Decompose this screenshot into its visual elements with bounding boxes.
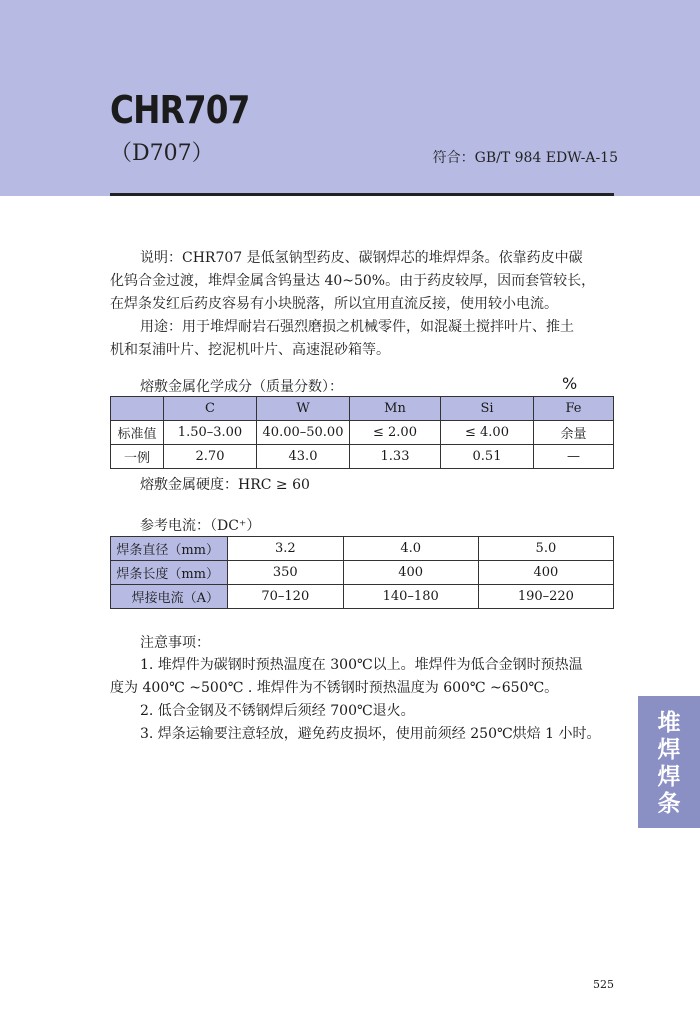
hardness-text: 熔敷金属硬度：HRC ≥ 60 [140, 477, 310, 493]
description-line: 在焊条发红后药皮容易有小块脱落，所以宜用直流反接，使用较小电流。 [110, 296, 558, 312]
chemistry-title-text: 熔敷金属化学成分 [140, 379, 252, 395]
table-header-row [111, 397, 614, 421]
table-cell: 余量 [534, 421, 614, 445]
usage-line: 用于堆焊耐岩石强烈磨损之机械零件，如混凝土搅拌叶片、推土 [182, 319, 574, 335]
table-cell: 190–220 [478, 585, 613, 609]
usage-label: 用途： [140, 319, 182, 335]
chemistry-table [110, 396, 614, 469]
table-cell: 400 [478, 561, 613, 585]
usage-paragraph [110, 316, 614, 362]
product-name: CHR707 [110, 88, 250, 132]
table-cell: 400 [343, 561, 478, 585]
table-cell: ≤ 2.00 [350, 421, 441, 445]
table-cell: 2.70 [164, 445, 257, 469]
current-subtitle: （DC⁺） [210, 518, 261, 534]
table-cell: 0.51 [441, 445, 534, 469]
table-cell: 3.2 [228, 537, 344, 561]
section-side-tab [638, 696, 700, 828]
header-cell: C [164, 397, 257, 421]
row-header: 焊接电流（A） [111, 585, 228, 609]
table-cell: — [534, 445, 614, 469]
usage-line: 机和泵浦叶片、挖泥机叶片、高速混砂箱等。 [110, 342, 390, 358]
table-cell: 标准值 [111, 421, 164, 445]
side-tab-char: 焊 [657, 764, 681, 790]
side-tab-char: 焊 [657, 737, 681, 763]
table-row [111, 537, 614, 561]
table-cell: 43.0 [257, 445, 350, 469]
table-row [111, 445, 614, 469]
table-row [111, 585, 614, 609]
table-row [111, 421, 614, 445]
description-paragraph [110, 247, 614, 316]
header-cell: Si [441, 397, 534, 421]
header-cell [111, 397, 164, 421]
notes-title: 注意事项： [140, 635, 210, 651]
table-cell: 350 [228, 561, 344, 585]
row-header: 焊条长度（mm） [111, 561, 228, 585]
description-label: 说明： [140, 250, 182, 266]
header-cell: Mn [350, 397, 441, 421]
description-line: 化钨合金过渡，堆焊金属含钨量达 40~50%。由于药皮较厚，因而套管较长， [110, 273, 596, 289]
table-cell: ≤ 4.00 [441, 421, 534, 445]
side-tab-char: 堆 [657, 710, 681, 736]
side-tab-char: 条 [657, 791, 681, 817]
notes-list [110, 654, 614, 746]
table-cell: 1.50–3.00 [164, 421, 257, 445]
row-header: 焊条直径（mm） [111, 537, 228, 561]
note-line: 3. 焊条运输要注意轻放，避免药皮损坏，使用前须经 250℃烘焙 1 小时。 [140, 726, 601, 742]
table-cell: 1.33 [350, 445, 441, 469]
current-table [110, 536, 614, 609]
note-line: 度为 400℃ ~500℃ . 堆焊件为不锈钢时预热温度为 600℃ ~650℃。 [110, 680, 559, 696]
current-title [140, 515, 260, 535]
note-line: 1. 堆焊件为碳钢时预热温度在 300℃以上。堆焊件为低合金钢时预热温 [140, 657, 583, 673]
current-title-text: 参考电流： [140, 518, 210, 534]
standard-compliance: 符合：GB/T 984 EDW-A-15 [432, 150, 618, 166]
table-cell: 140–180 [343, 585, 478, 609]
alt-code: （D707） [110, 141, 214, 166]
table-cell: 40.00–50.00 [257, 421, 350, 445]
header-cell: W [257, 397, 350, 421]
table-cell: 一例 [111, 445, 164, 469]
header-cell: Fe [534, 397, 614, 421]
description-line: CHR707 是低氢钠型药皮、碳钢焊芯的堆焊焊条。依靠药皮中碳 [182, 250, 583, 266]
chemistry-unit: % [562, 374, 578, 393]
table-cell: 70–120 [228, 585, 344, 609]
table-cell: 4.0 [343, 537, 478, 561]
header-rule [110, 193, 614, 196]
table-row [111, 561, 614, 585]
note-line: 2. 低合金钢及不锈钢焊后须经 700℃退火。 [140, 703, 415, 719]
chemistry-title [140, 376, 343, 396]
chemistry-subtitle: （质量分数）： [252, 379, 343, 395]
page-number: 525 [593, 978, 614, 991]
table-cell: 5.0 [478, 537, 613, 561]
